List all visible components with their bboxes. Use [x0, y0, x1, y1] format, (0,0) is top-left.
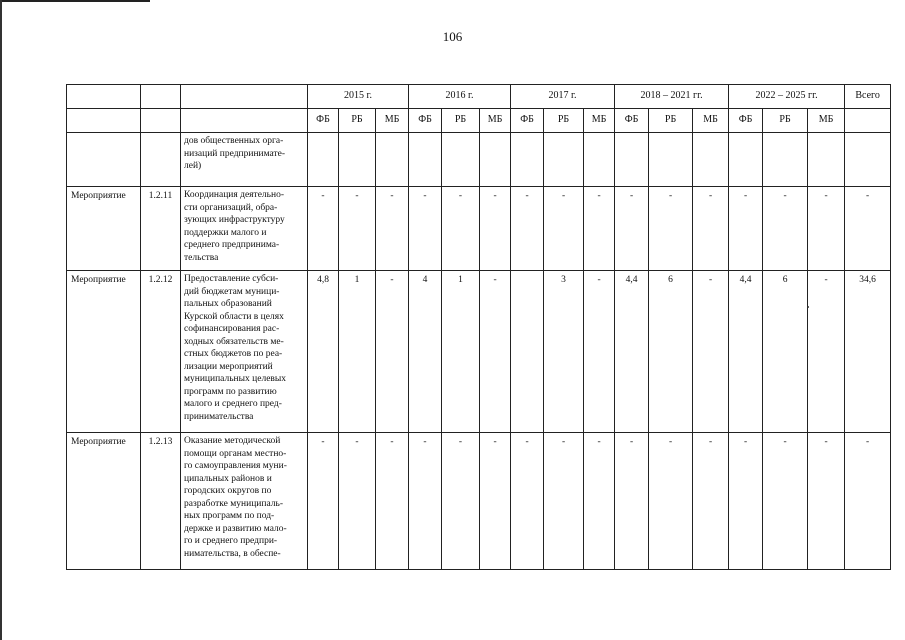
description-line: муниципальных целевых — [184, 374, 287, 384]
description-line: софинансирования рас- — [184, 324, 280, 334]
page-number: 106 — [442, 29, 463, 44]
value-cell — [729, 133, 763, 187]
value-cell: - — [409, 433, 442, 570]
value-cell: 4,4 — [729, 271, 763, 433]
description-line: городских округов по — [184, 486, 272, 496]
value-cell: - — [544, 187, 584, 271]
value-cell: - — [308, 187, 339, 271]
row-number — [141, 133, 181, 187]
value-cell: - — [693, 433, 729, 570]
table-row — [67, 433, 891, 570]
value-cell: 4 — [409, 271, 442, 433]
scan-border-top — [0, 0, 150, 2]
description-line: низаций предпринимате- — [184, 148, 286, 159]
header-source-mb: МБ — [584, 109, 615, 133]
row-type: Мероприятие — [67, 187, 141, 271]
value-cell — [339, 133, 376, 187]
description-line: дов общественных орга- — [184, 136, 284, 146]
row-type — [67, 133, 141, 187]
value-cell — [544, 133, 584, 187]
table-row — [67, 187, 891, 271]
header-year-2015: 2015 г. — [308, 85, 409, 109]
description-line: ципальных районов и — [184, 473, 272, 484]
scan-speck — [807, 306, 809, 308]
description-line: ходных обязательств ме- — [184, 336, 284, 347]
row-description — [181, 133, 308, 187]
header-source-fb: ФБ — [615, 109, 649, 133]
row-number: 1.2.12 — [141, 271, 181, 433]
row-type: Мероприятие — [67, 433, 141, 570]
value-cell: 4,4 — [615, 271, 649, 433]
description-line: дий бюджетам муници- — [184, 286, 280, 297]
header-empty-num — [141, 85, 181, 109]
table-body — [67, 85, 891, 570]
description-line: малого и среднего пред- — [184, 399, 282, 409]
value-cell: 1 — [339, 271, 376, 433]
description-line: стных бюджетов по реа- — [184, 349, 283, 359]
value-cell: 1 — [442, 271, 480, 433]
row-description — [181, 187, 308, 271]
description-line: го самоуправления муни- — [184, 461, 287, 471]
row-description — [181, 271, 308, 433]
value-cell: - — [584, 433, 615, 570]
value-cell: 6 — [649, 271, 693, 433]
header-source-rb: РБ — [339, 109, 376, 133]
value-cell: 3 — [544, 271, 584, 433]
value-cell — [693, 133, 729, 187]
header-source-mb: МБ — [480, 109, 511, 133]
value-cell: - — [808, 271, 845, 433]
scan-border-left — [0, 0, 2, 640]
value-cell: - — [649, 187, 693, 271]
value-cell: - — [442, 433, 480, 570]
header-empty-num-2 — [141, 109, 181, 133]
description-line: программ по развитию — [184, 386, 277, 397]
value-cell — [480, 133, 511, 187]
value-cell: - — [511, 433, 544, 570]
description-line: помощи органам местно- — [184, 448, 287, 459]
header-row-years — [67, 85, 891, 109]
value-cell: - — [480, 433, 511, 570]
value-cell: - — [729, 187, 763, 271]
value-cell: - — [763, 433, 808, 570]
value-cell: - — [808, 433, 845, 570]
description-line: принимательства — [184, 411, 254, 422]
value-cell: - — [584, 271, 615, 433]
value-cell: - — [442, 187, 480, 271]
value-cell: - — [808, 187, 845, 271]
total-cell: 34,6 — [845, 271, 891, 433]
value-cell: - — [615, 187, 649, 271]
budget-table — [66, 84, 891, 570]
header-source-rb: РБ — [649, 109, 693, 133]
value-cell — [376, 133, 409, 187]
header-source-rb: РБ — [763, 109, 808, 133]
value-cell: - — [339, 433, 376, 570]
description-line: лизации мероприятий — [184, 361, 273, 372]
description-line: среднего предпринима- — [184, 240, 280, 250]
header-source-fb: ФБ — [409, 109, 442, 133]
value-cell: - — [308, 433, 339, 570]
value-cell: - — [693, 187, 729, 271]
header-source-mb: МБ — [808, 109, 845, 133]
value-cell: - — [409, 187, 442, 271]
header-row-sources — [67, 109, 891, 133]
description-line: поддержки малого и — [184, 227, 267, 238]
total-cell — [845, 133, 891, 187]
total-cell: - — [845, 187, 891, 271]
description-line: го и среднего предпри- — [184, 536, 278, 546]
value-cell — [511, 271, 544, 433]
table-row — [67, 271, 891, 433]
header-total: Всего — [845, 85, 891, 109]
value-cell — [808, 133, 845, 187]
header-source-mb: МБ — [693, 109, 729, 133]
value-cell: - — [376, 271, 409, 433]
header-empty-type — [67, 85, 141, 109]
value-cell: - — [480, 187, 511, 271]
value-cell — [649, 133, 693, 187]
description-line: ных программ по под- — [184, 511, 275, 521]
header-year-2018-2021: 2018 – 2021 гг. — [615, 85, 729, 109]
description-line: лей) — [184, 161, 202, 171]
value-cell: - — [584, 187, 615, 271]
table-row — [67, 133, 891, 187]
description-line: нимательства, в обеспе- — [184, 548, 281, 559]
header-source-fb: ФБ — [729, 109, 763, 133]
description-line: Координация деятельно- — [184, 190, 284, 200]
total-cell: - — [845, 433, 891, 570]
description-line: зующих инфраструктуру — [184, 215, 285, 225]
header-source-rb: РБ — [544, 109, 584, 133]
value-cell: - — [693, 271, 729, 433]
value-cell: - — [729, 433, 763, 570]
header-source-mb: МБ — [376, 109, 409, 133]
description-line: держке и развитию мало- — [184, 523, 287, 534]
description-line: Курской области в целях — [184, 311, 284, 322]
header-source-rb: РБ — [442, 109, 480, 133]
description-line: пальных образований — [184, 299, 272, 309]
header-year-2022-2025: 2022 – 2025 гг. — [729, 85, 845, 109]
row-type: Мероприятие — [67, 271, 141, 433]
row-number: 1.2.11 — [141, 187, 181, 271]
value-cell — [584, 133, 615, 187]
value-cell — [763, 133, 808, 187]
header-empty-type-2 — [67, 109, 141, 133]
value-cell — [409, 133, 442, 187]
row-description — [181, 433, 308, 570]
description-line: Предоставление субси- — [184, 274, 279, 284]
value-cell: 6 — [763, 271, 808, 433]
header-source-fb: ФБ — [308, 109, 339, 133]
header-year-2017: 2017 г. — [511, 85, 615, 109]
value-cell: - — [376, 187, 409, 271]
value-cell: - — [480, 271, 511, 433]
value-cell — [308, 133, 339, 187]
value-cell: - — [615, 433, 649, 570]
header-year-2016: 2016 г. — [409, 85, 511, 109]
header-source-fb: ФБ — [511, 109, 544, 133]
description-line: разработке муниципаль- — [184, 498, 283, 509]
value-cell: - — [763, 187, 808, 271]
description-line: сти организаций, обра- — [184, 202, 278, 213]
header-total-empty — [845, 109, 891, 133]
value-cell — [442, 133, 480, 187]
value-cell: 4,8 — [308, 271, 339, 433]
row-number: 1.2.13 — [141, 433, 181, 570]
value-cell — [511, 133, 544, 187]
value-cell: - — [376, 433, 409, 570]
description-line: Оказание методической — [184, 436, 281, 446]
value-cell: - — [544, 433, 584, 570]
description-line: тельства — [184, 252, 219, 263]
value-cell: - — [511, 187, 544, 271]
value-cell — [615, 133, 649, 187]
value-cell: - — [339, 187, 376, 271]
value-cell: - — [649, 433, 693, 570]
header-empty-name — [181, 85, 308, 109]
header-empty-name-2 — [181, 109, 308, 133]
